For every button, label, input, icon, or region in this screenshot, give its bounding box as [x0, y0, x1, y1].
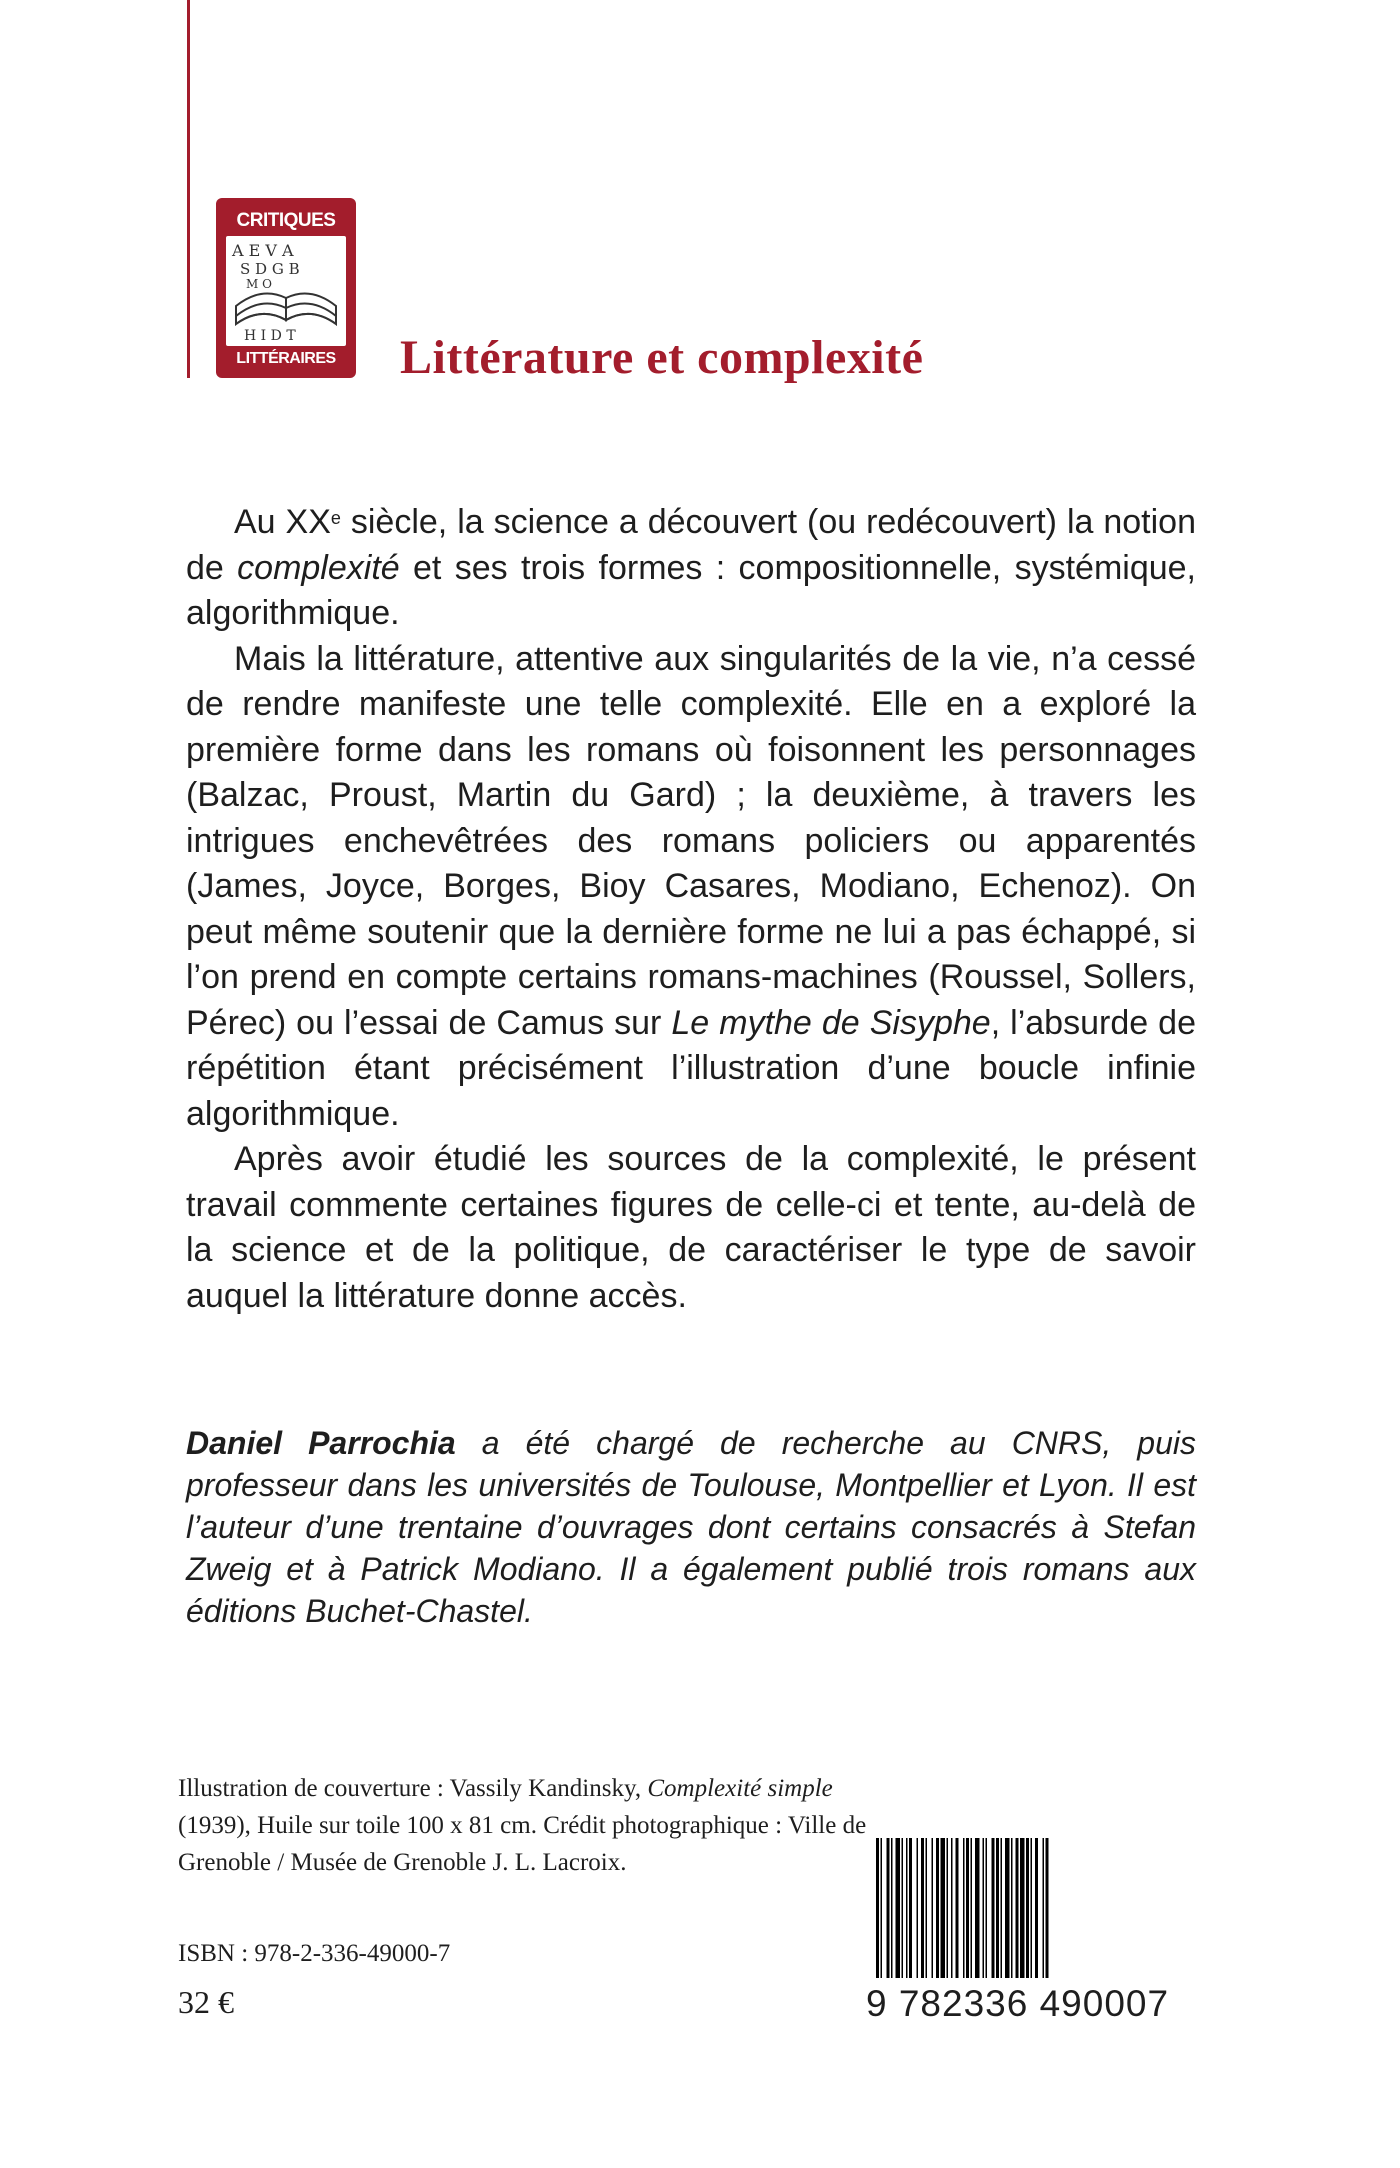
logo-bottom-label: LITTÉRAIRES [236, 350, 336, 367]
book-title: Littérature et complexité [400, 331, 924, 384]
isbn: ISBN : 978-2-336-49000-7 [178, 1940, 451, 1967]
cover-credits: Illustration de couverture : Vassily Kandinsky, Complexité simple (1939), Huile sur toile 100 x 81 cm. Crédit photographique : Ville de Grenoble / Musée de Grenoble J. L. Lacroix. [178, 1775, 867, 1876]
svg-text:M O: M O [246, 277, 272, 291]
svg-text:A E V A: A E V A [232, 241, 294, 260]
spine-rule [187, 0, 190, 378]
svg-text:H I D T: H I D T [244, 328, 296, 344]
author-bio: Daniel Parrochia a été chargé de recherche au CNRS, puis professeur dans les universités de Toulouse, Montpellier et Lyon. Il est l’auteur d’une trentaine d’ouvrages dont certains consacrés à Stefan Zweig et à Patrick Modiano. Il a également publié trois romans aux éditions Buchet-Chastel. [186, 1425, 1197, 1629]
book-icon [226, 236, 346, 346]
abstract [186, 500, 1196, 1319]
author-name: Daniel Parrochia [186, 1425, 456, 1461]
abstract-paragraph-2: Mais la littérature, attentive aux singularités de la vie, n’a cessé de rendre manifeste une telle complexité. Elle en a exploré la première forme dans les romans où foisonnent les personnages (Balzac, Proust, Martin du Gard) ; la deuxième, à travers les intrigues enchevêtrées des romans policiers ou apparentés (James, Joyce, Borges, Bioy Casares, Modiano, Echenoz). On peut même soutenir que la dernière forme ne lui a pas échappé, si l’on prend en compte certains romans-machines (Roussel, Sollers, Pérec) ou l’essai de Camus sur Le mythe de Sisyphe, l’absurde de répétition étant précisément l’illustration d’une boucle infinie algorithmique. [186, 639, 1196, 1133]
abstract-paragraph-1: Au XXe siècle, la science a découvert (ou redécouvert) la notion de complexité et ses trois formes : compositionnelle, systémique, algorithmique. [186, 503, 1196, 632]
collection-logo [216, 198, 356, 378]
price: 32 € [178, 1984, 234, 2020]
abstract-paragraph-3: Après avoir étudié les sources de la complexité, le présent travail commente certaines figures de celle-ci et tente, au-delà de la science et de la politique, de caractériser le type de savoir auquel la littérature donne accès. [186, 1140, 1196, 1315]
barcode-digits: 9 782336 490007 [866, 1983, 1170, 2024]
logo-top-label: CRITIQUES [236, 210, 336, 231]
svg-text:S D G B: S D G B [240, 260, 300, 278]
